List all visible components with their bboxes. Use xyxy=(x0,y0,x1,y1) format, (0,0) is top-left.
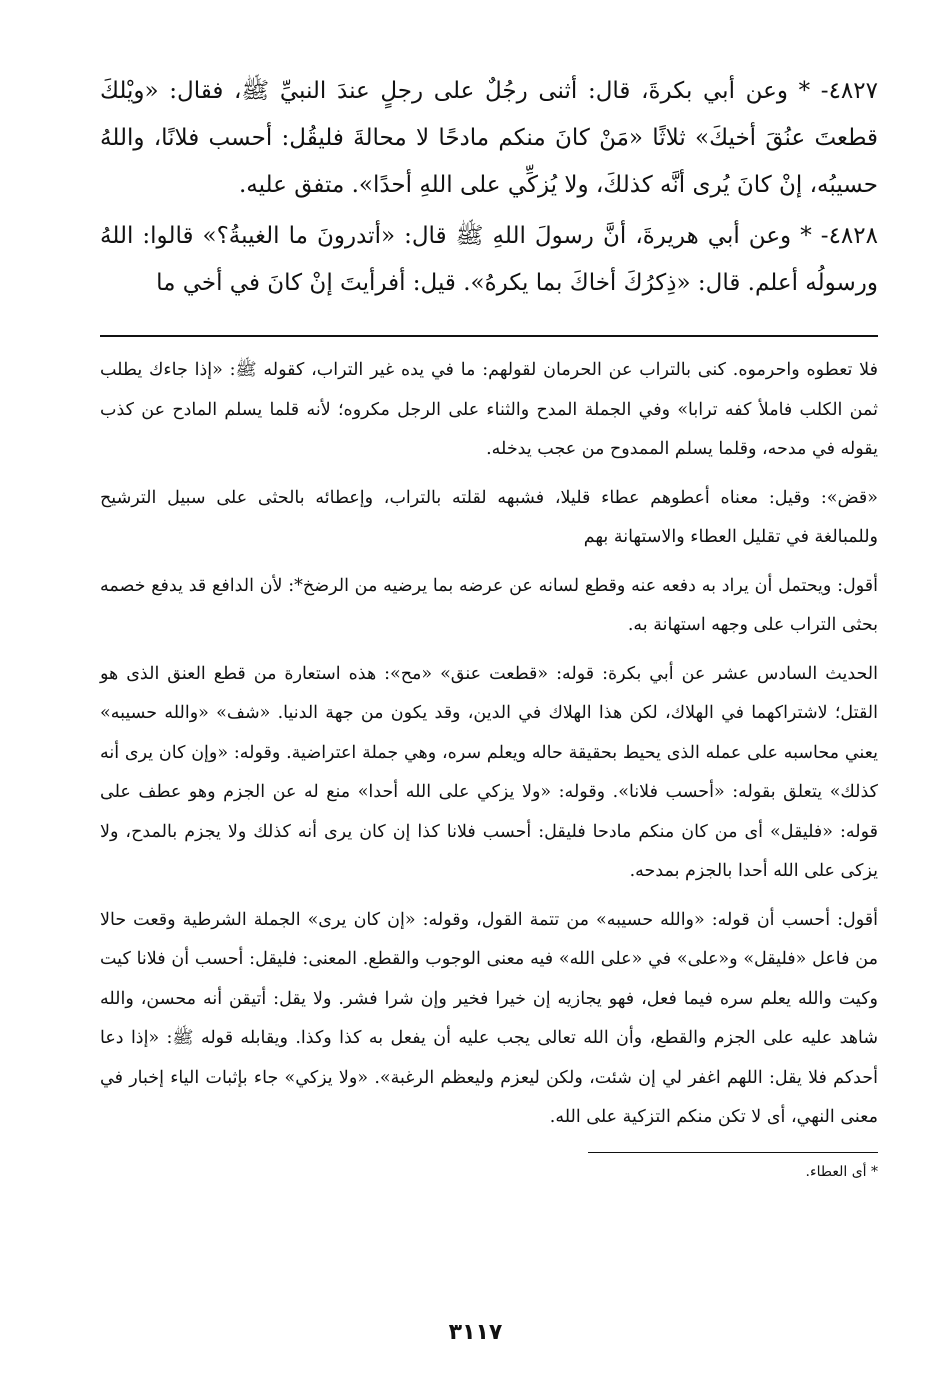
hadith-4828: ٤٨٢٨- * وعن أبي هريرةَ، أنَّ رسولَ اللهِ ﷺ قال: «أتدرونَ ما الغيبةُ؟» قالوا: اللهُ ورسولُه أعلم. قال: «ذِكرُكَ أخاكَ بما يكرهُ». قيل: أفرأيتَ إنْ كانَ في أخي ما xyxy=(100,223,878,296)
commentary-paragraph: الحديث السادس عشر عن أبي بكرة: قوله: «قطعت عنق» «مح»: هذه استعارة من قطع العنق الذى هو القتل؛ لاشتراكهما في الهلاك، لكن هذا الهلاك في الدين، وقد يكون من جهة الدنيا. «شف» «والله حسيبه» يعني محاسبه على عمله الذى يحيط بحقيقة حاله ويعلم سره، وهي جملة اعتراضية. وقوله: «وإن كان يرى أنه كذلك» يتعلق بقوله: «أحسب فلانا». وقوله: «ولا يزكي على الله أحدا» منع له عن الجزم وهو عطف على قوله: «فليقل» أى من كان منكم مادحا فليقل: أحسب فلانا كذا إن كان يرى أنه كذلك ولا يجزم بالمدح، ولا يزكى على الله أحدا بالجزم بمدحه. xyxy=(100,663,878,881)
hadith-text xyxy=(100,68,878,307)
page-number: ٣١١٧ xyxy=(448,1320,503,1345)
footnote-rule xyxy=(588,1152,878,1153)
separator-rule xyxy=(100,335,878,337)
commentary-paragraph: فلا تعطوه واحرموه. كنى بالتراب عن الحرمان لقولهم: ما في يده غير التراب، كقوله ﷺ: «إذا جاءك يطلب ثمن الكلب فاملأ كفه ترابا» وفي الجملة المدح والثناء على الرجل مكروه؛ لأنه قلما يسلم المادح عن كذب يقوله في مدحه، وقلما يسلم الممدوح من عجب يدخله. xyxy=(100,360,878,459)
hadith-4827: ٤٨٢٧- * وعن أبي بكرةَ، قال: أثنى رجُلٌ على رجلٍ عندَ النبيِّ ﷺ، فقال: «ويْلكَ قطعتَ عنُقَ أخيكَ» ثلاثًا «مَنْ كانَ منكم مادحًا لا محالةَ فليقُل: أحسب فلانًا، واللهُ حسيبُه، إنْ كانَ يُرى أنَّه كذلكَ، ولا يُزكِّي على اللهِ أحدًا». متفق عليه. xyxy=(100,78,878,198)
commentary xyxy=(100,351,878,1138)
commentary-paragraph: أقول: ويحتمل أن يراد به دفعه عنه وقطع لسانه عن عرضه بما يرضيه من الرضخ*: لأن الدافع قد يدفع خصمه بحثى التراب على وجهه استهانة به. xyxy=(100,575,878,635)
footnote: * أى العطاء. xyxy=(805,1163,878,1180)
commentary-paragraph: «قض»: وقيل: معناه أعطوهم عطاء قليلا، فشبهه لقلته بالتراب، وإعطائه بالحثى على سبيل الترشيح وللمبالغة في تقليل العطاء والاستهانة بهم xyxy=(100,487,878,547)
commentary-paragraph: أقول: أحسب أن قوله: «والله حسيبه» من تتمة القول، وقوله: «إن كان يرى» الجملة الشرطية وقعت حالا من فاعل «فليقل» و«على» في «على الله» فيه معنى الوجوب والقطع. المعنى: فليقل: أحسب أن فلانا كيت وكيت والله يعلم سره فيما فعل، فهو يجازيه إن خيرا فخير وإن شرا فشر. ولا يقل: أتيقن أنه محسن، والله شاهد عليه على الجزم والقطع، وأن الله تعالى يجب عليه أن يفعل به كذا وكذا. ويقابله قوله ﷺ: «إذا دعا أحدكم فلا يقل: اللهم اغفر لي إن شئت، ولكن ليعزم وليعظم الرغبة». «ولا يزكي» جاء بإثبات الياء إخبار في معنى النهي، أى لا تكن منكم التزكية على الله. xyxy=(100,909,878,1127)
page-body xyxy=(100,68,878,1187)
